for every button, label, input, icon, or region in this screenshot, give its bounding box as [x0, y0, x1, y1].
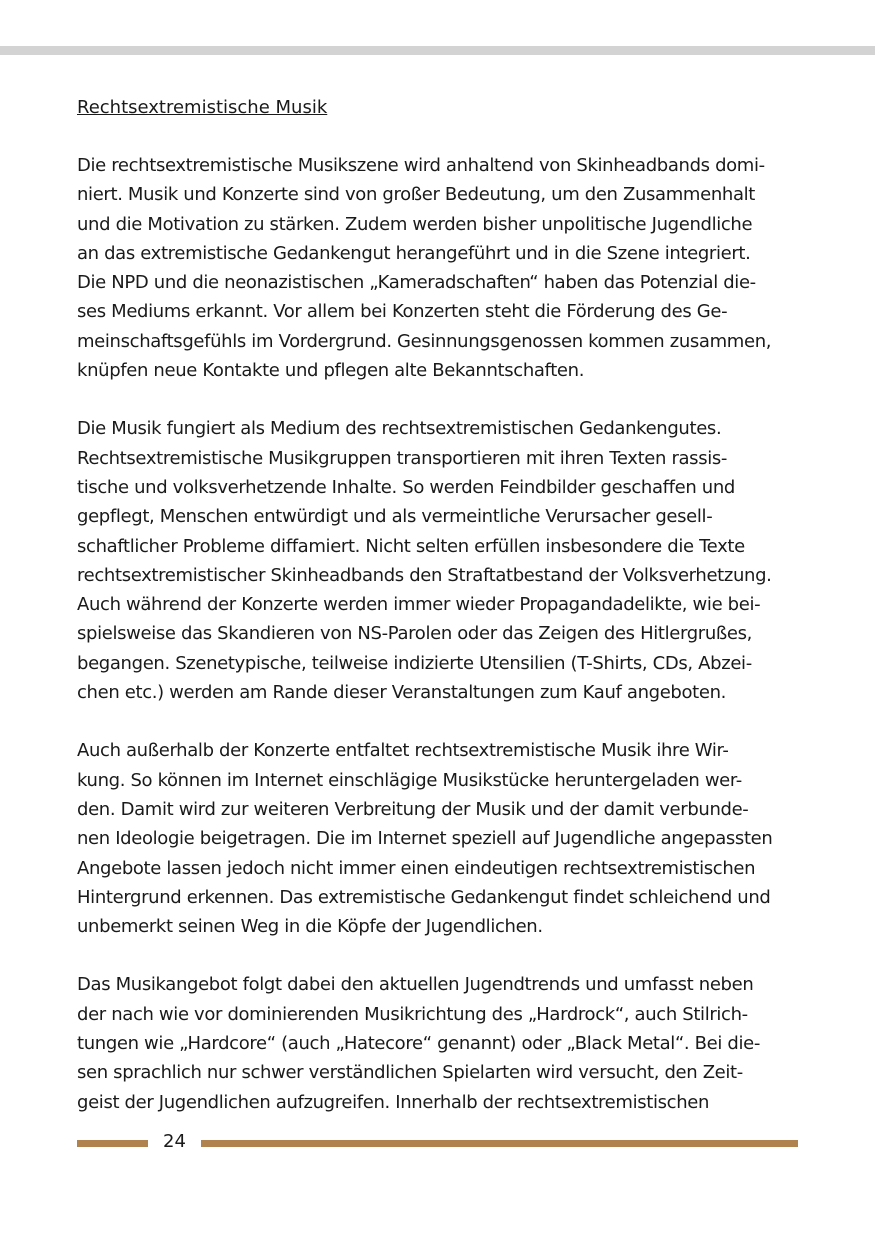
text-line: und die Motivation zu stärken. Zudem werden bisher unpolitische Jugendliche	[77, 213, 753, 235]
text-line: den. Damit wird zur weiteren Verbreitung der Musik und der damit verbunde-	[77, 798, 749, 820]
footer-accent-bar-left	[77, 1140, 148, 1147]
text-line: an das extremistische Gedankengut herangeführt und in die Szene integriert.	[77, 242, 751, 264]
text-line: rechtsextremistischer Skinheadbands den Straftatbestand der Volksverhetzung.	[77, 564, 772, 586]
paragraph-3	[77, 736, 799, 941]
text-line: unbemerkt seinen Weg in die Köpfe der Jugendlichen.	[77, 916, 543, 938]
text-line: kung. So können im Internet einschlägige Musikstücke heruntergeladen wer-	[77, 769, 742, 791]
text-line: Die Musik fungiert als Medium des rechtsextremistischen Gedankengutes.	[77, 418, 722, 440]
section-heading: Rechtsextremistische Musik	[77, 97, 328, 118]
paragraph-4	[77, 970, 799, 1116]
text-line: spielsweise das Skandieren von NS-Parolen oder das Zeigen des Hitlergrußes,	[77, 623, 753, 645]
text-line: Auch während der Konzerte werden immer wieder Propagandadelikte, wie bei-	[77, 594, 761, 616]
text-line: schaftlicher Probleme diffamiert. Nicht selten erfüllen insbesondere die Texte	[77, 535, 745, 557]
text-line: meinschaftsgefühls im Vordergrund. Gesinnungsgenossen kommen zusammen,	[77, 330, 772, 352]
text-line: Die NPD und die neonazistischen „Kameradschaften“ haben das Potenzial die-	[77, 272, 756, 294]
paragraph-1	[77, 151, 799, 385]
text-line: chen etc.) werden am Rande dieser Veranstaltungen zum Kauf angeboten.	[77, 682, 727, 704]
text-line: Die rechtsextremistische Musikszene wird anhaltend von Skinheadbands domi-	[77, 155, 765, 176]
text-line: niert. Musik und Konzerte sind von großer Bedeutung, um den Zusammenhalt	[77, 184, 755, 206]
text-line: sen sprachlich nur schwer verständlichen Spielarten wird versucht, den Zeit-	[77, 1062, 743, 1084]
text-line: tungen wie „Hardcore“ (auch „Hatecore“ genannt) oder „Black Metal“. Bei die-	[77, 1033, 761, 1055]
top-divider-bar	[0, 46, 875, 55]
page-footer	[77, 1127, 798, 1157]
text-line: Angebote lassen jedoch nicht immer einen eindeutigen rechtsextremistischen	[77, 857, 756, 879]
text-line: Das Musikangebot folgt dabei den aktuellen Jugendtrends und umfasst neben	[77, 974, 754, 996]
text-line: geist der Jugendlichen aufzugreifen. Innerhalb der rechtsextremistischen	[77, 1091, 710, 1113]
page-number: 24	[163, 1131, 186, 1152]
text-line: begangen. Szenetypische, teilweise indizierte Utensilien (T-Shirts, CDs, Abzei-	[77, 652, 752, 674]
text-line: tische und volksverhetzende Inhalte. So werden Feindbilder geschaffen und	[77, 476, 735, 498]
text-line: ses Mediums erkannt. Vor allem bei Konzerten steht die Förderung des Ge-	[77, 301, 728, 323]
footer-accent-bar-right	[201, 1140, 798, 1147]
text-line: Rechtsextremistische Musikgruppen transportieren mit ihren Texten rassis-	[77, 447, 728, 469]
text-line: nen Ideologie beigetragen. Die im Internet speziell auf Jugendliche angepassten	[77, 828, 773, 850]
paragraph-2	[77, 414, 799, 707]
text-line: gepflegt, Menschen entwürdigt und als vermeintliche Verursacher gesell-	[77, 506, 713, 528]
text-line: Auch außerhalb der Konzerte entfaltet rechtsextremistische Musik ihre Wir-	[77, 740, 729, 762]
text-line: Hintergrund erkennen. Das extremistische Gedankengut findet schleichend und	[77, 886, 771, 908]
text-line: knüpfen neue Kontakte und pflegen alte Bekanntschaften.	[77, 360, 585, 382]
text-line: der nach wie vor dominierenden Musikrichtung des „Hardrock“, auch Stilrich-	[77, 1003, 748, 1025]
page-content	[77, 93, 799, 1117]
